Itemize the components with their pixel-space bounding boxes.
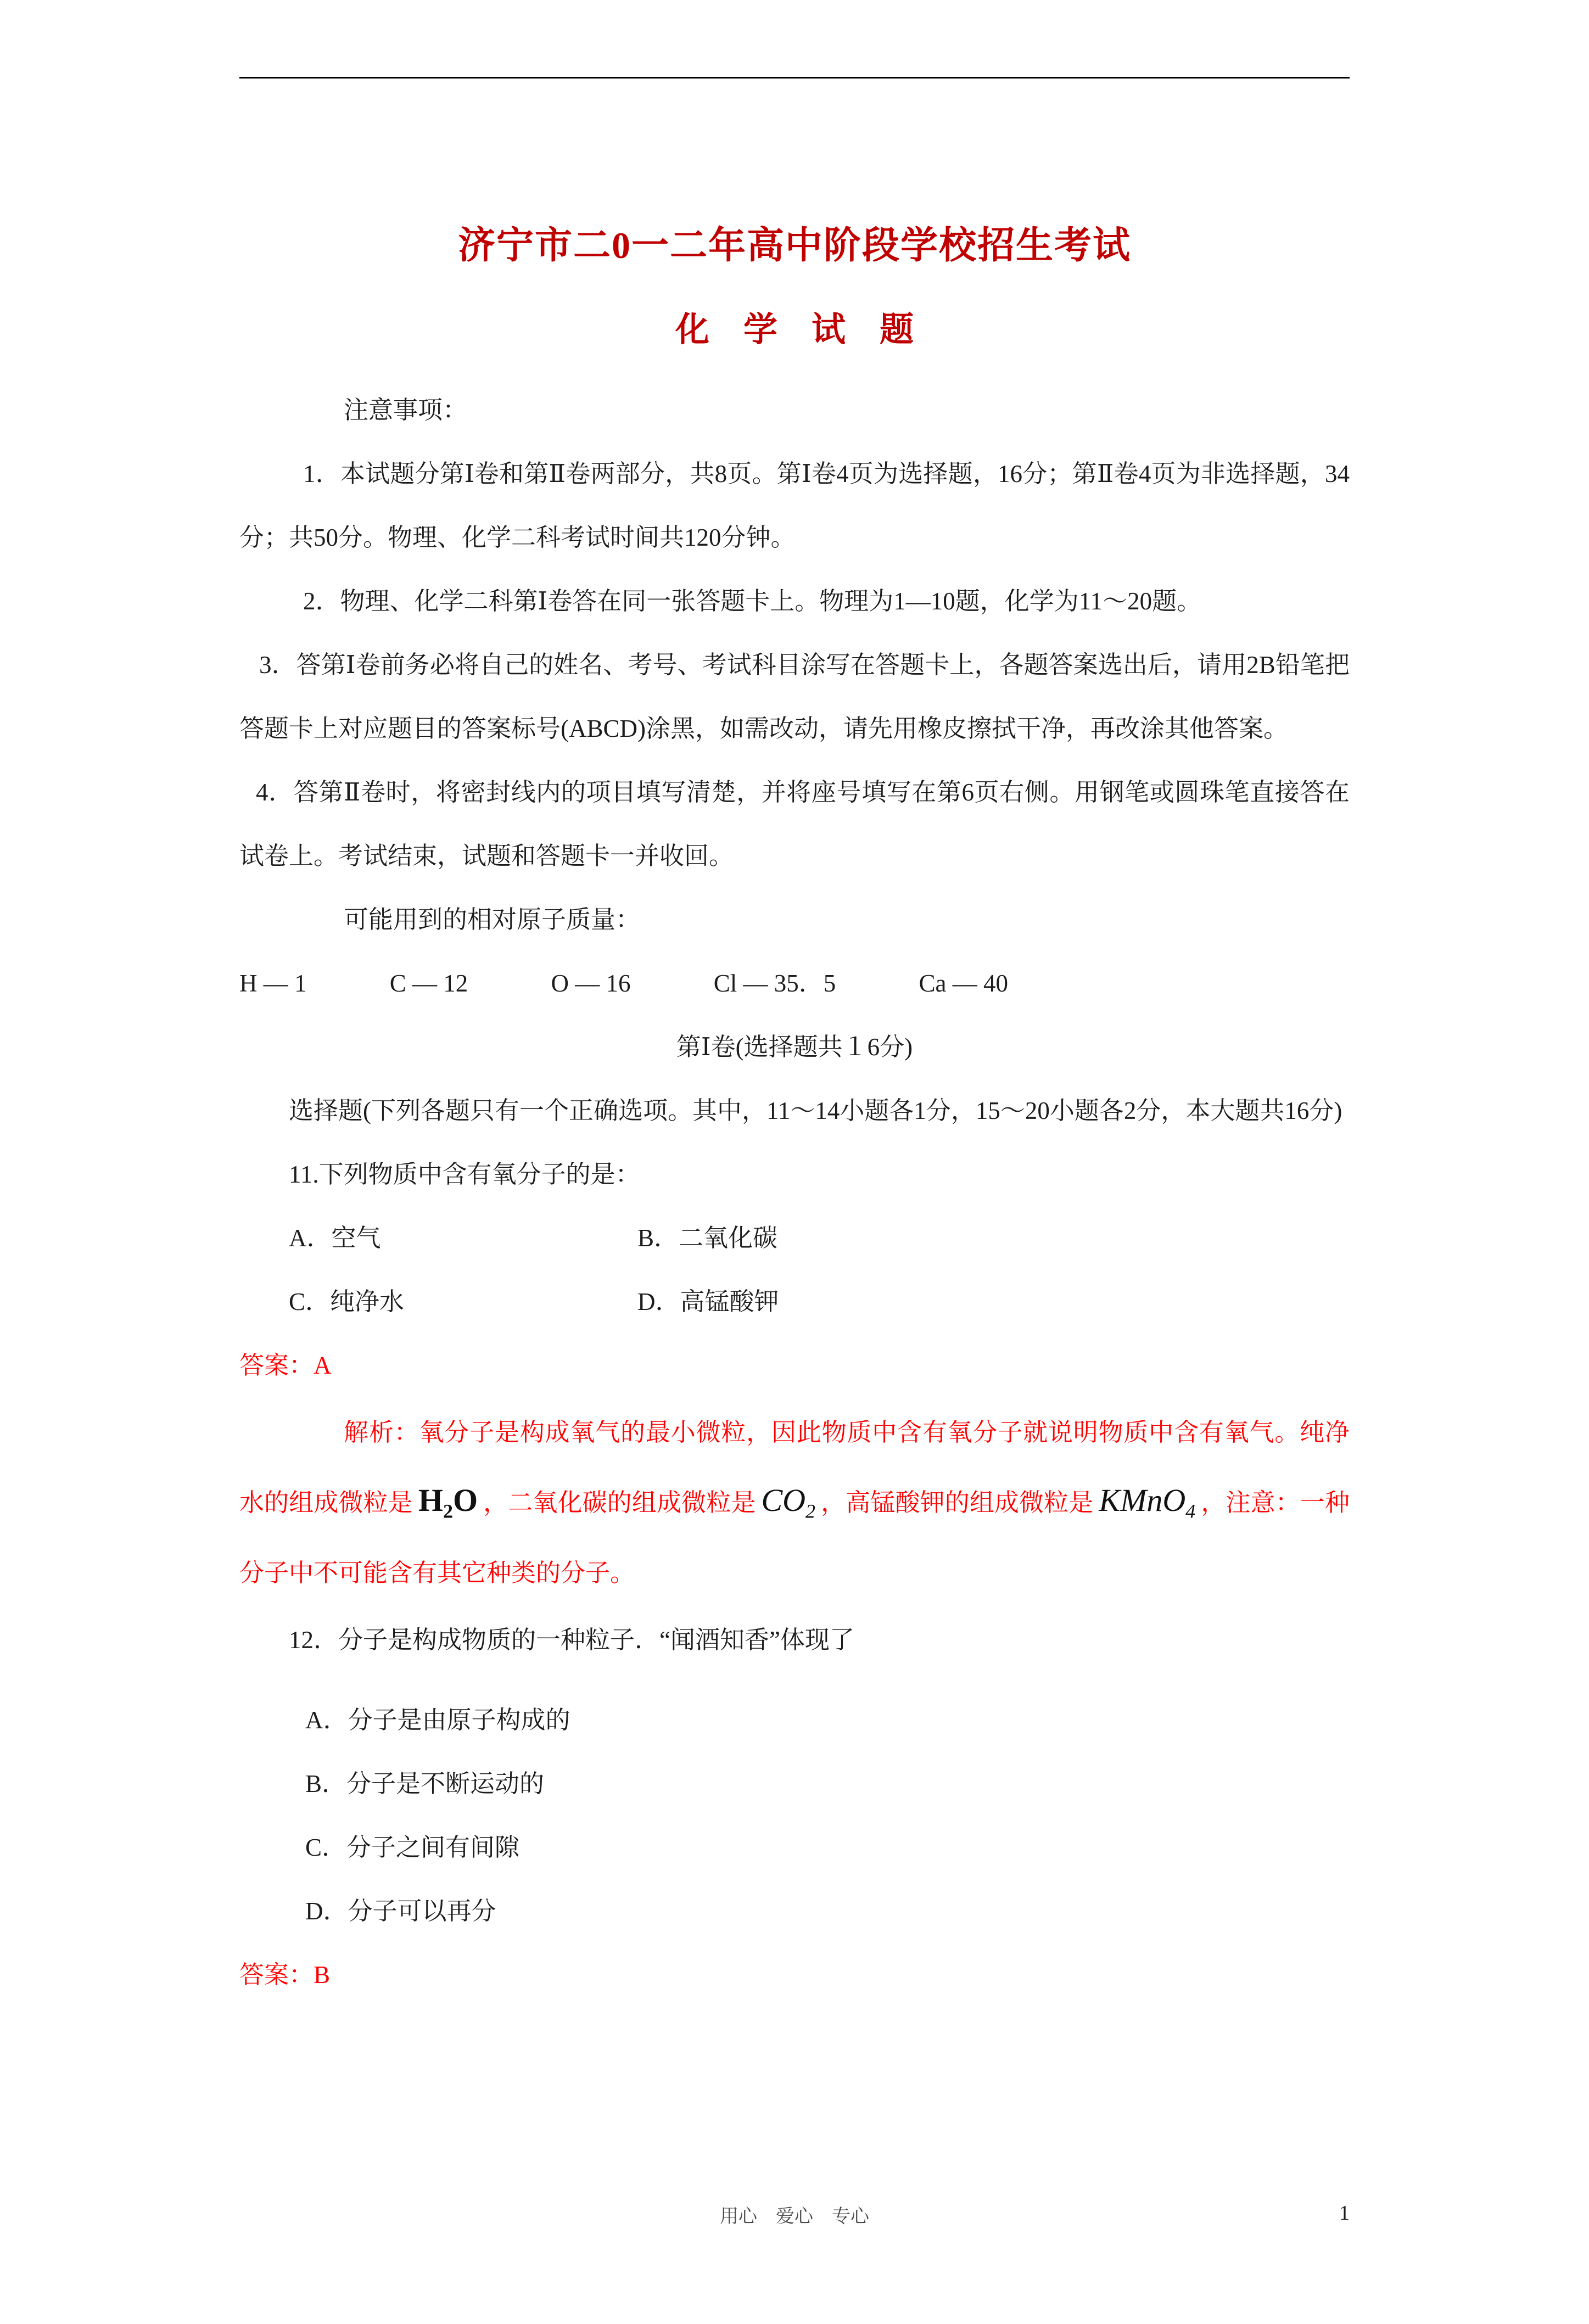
- q12-option-a: A．分子是由原子构成的: [305, 1706, 570, 1734]
- choice-intro: 选择题(下列各题只有一个正确选项。其中，11～14小题各1分，15～20小题各2分，本大题共16分): [289, 1097, 1342, 1124]
- q11-option-c: C．纯净水: [289, 1288, 405, 1315]
- q12-stem: 12．分子是构成物质的一种粒子．“闻酒知香”体现了: [289, 1626, 854, 1654]
- q11-analysis-text-1: 解析：氧分子是构成氧气的最小微粒，因此物质中含有氧分子就说明物质中含有氧气。纯净水的组成微粒是: [239, 1419, 1350, 1516]
- notice-item-3: 3．答第Ⅰ卷前务必将自己的姓名、考号、考试科目涂写在答题卡上，各题答案选出后，请用2B铅笔把答题卡上对应题目的答案标号(ABCD)涂黑，如需改动，请先用橡皮擦拭干净，再改涂其他答案。: [239, 651, 1350, 742]
- q12-option-b: B．分子是不断运动的: [305, 1770, 545, 1797]
- page-footer: [239, 2201, 1350, 2228]
- exam-page: [0, 77, 1589, 2007]
- q11-analysis-text-3: ，高锰酸钾的组成微粒是: [821, 1489, 1094, 1516]
- q11-analysis-text-2: ，二氧化碳的组成微粒是: [483, 1489, 756, 1516]
- notice-item-1: 1．本试题分第Ⅰ卷和第Ⅱ卷两部分，共8页。第Ⅰ卷4页为选择题，16分；第Ⅱ卷4页为非选择题，34分；共50分。物理、化学二科考试时间共120分钟。: [239, 460, 1350, 551]
- q11-options-row-2: [289, 1270, 1350, 1334]
- q11-analysis: [239, 1397, 1350, 1608]
- q11-option-d: D．高锰酸钾: [637, 1288, 779, 1315]
- masses-heading: 可能用到的相对原子质量：: [344, 906, 641, 933]
- mass-Cl: Cl — 35．5: [713, 970, 836, 997]
- atomic-masses-line: [239, 951, 1350, 1015]
- mass-C: C — 12: [389, 970, 468, 997]
- exam-title: 济宁市二0一二年高中阶段学校招生考试: [457, 225, 1131, 266]
- mass-O: O — 16: [551, 970, 631, 997]
- q11-analysis-text-4: ，注意：一种分子中不可能含有其它种类的分子。: [239, 1489, 1350, 1587]
- q12-option-d: D．分子可以再分: [305, 1897, 496, 1925]
- q12-answer: 答案：B: [239, 1961, 331, 1989]
- formula-h2o: $H_2O$: [418, 1482, 478, 1522]
- q11-answer: 答案：A: [239, 1352, 332, 1379]
- footer-motto: 用心 爱心 专心: [720, 2207, 869, 2227]
- formula-co2: $CO_2$: [761, 1482, 816, 1522]
- q12-option-c: C．分子之间有间隙: [305, 1834, 520, 1861]
- exam-body: [239, 378, 1350, 2007]
- q11-stem: 11.下列物质中含有氧分子的是：: [289, 1161, 640, 1188]
- formula-kmno4: KMnO$_4$: [1099, 1482, 1196, 1522]
- mass-H: H — 1: [239, 970, 307, 997]
- q11-option-a: A．空气: [289, 1224, 381, 1252]
- mass-Ca: Ca — 40: [919, 970, 1009, 997]
- section1-heading: 第Ⅰ卷(选择题共１6分): [676, 1033, 913, 1061]
- notice-item-2: 2．物理、化学二科第Ⅰ卷答在同一张答题卡上。物理为1—10题，化学为11～20题。: [303, 587, 1202, 615]
- q11-options-row-1: [289, 1206, 1350, 1270]
- page-number: 1: [1339, 2202, 1350, 2225]
- q12-options: [239, 1688, 1350, 1943]
- notice-item-4: 4．答第Ⅱ卷时，将密封线内的项目填写清楚，并将座号填写在第6页右侧。用钢笔或圆珠笔直接答在试卷上。考试结束，试题和答题卡一并收回。: [239, 779, 1350, 870]
- q11-option-b: B．二氧化碳: [637, 1224, 778, 1252]
- exam-subtitle: 化 学 试 题: [675, 311, 914, 349]
- notice-heading: 注意事项：: [344, 396, 468, 424]
- top-rule: [239, 77, 1350, 79]
